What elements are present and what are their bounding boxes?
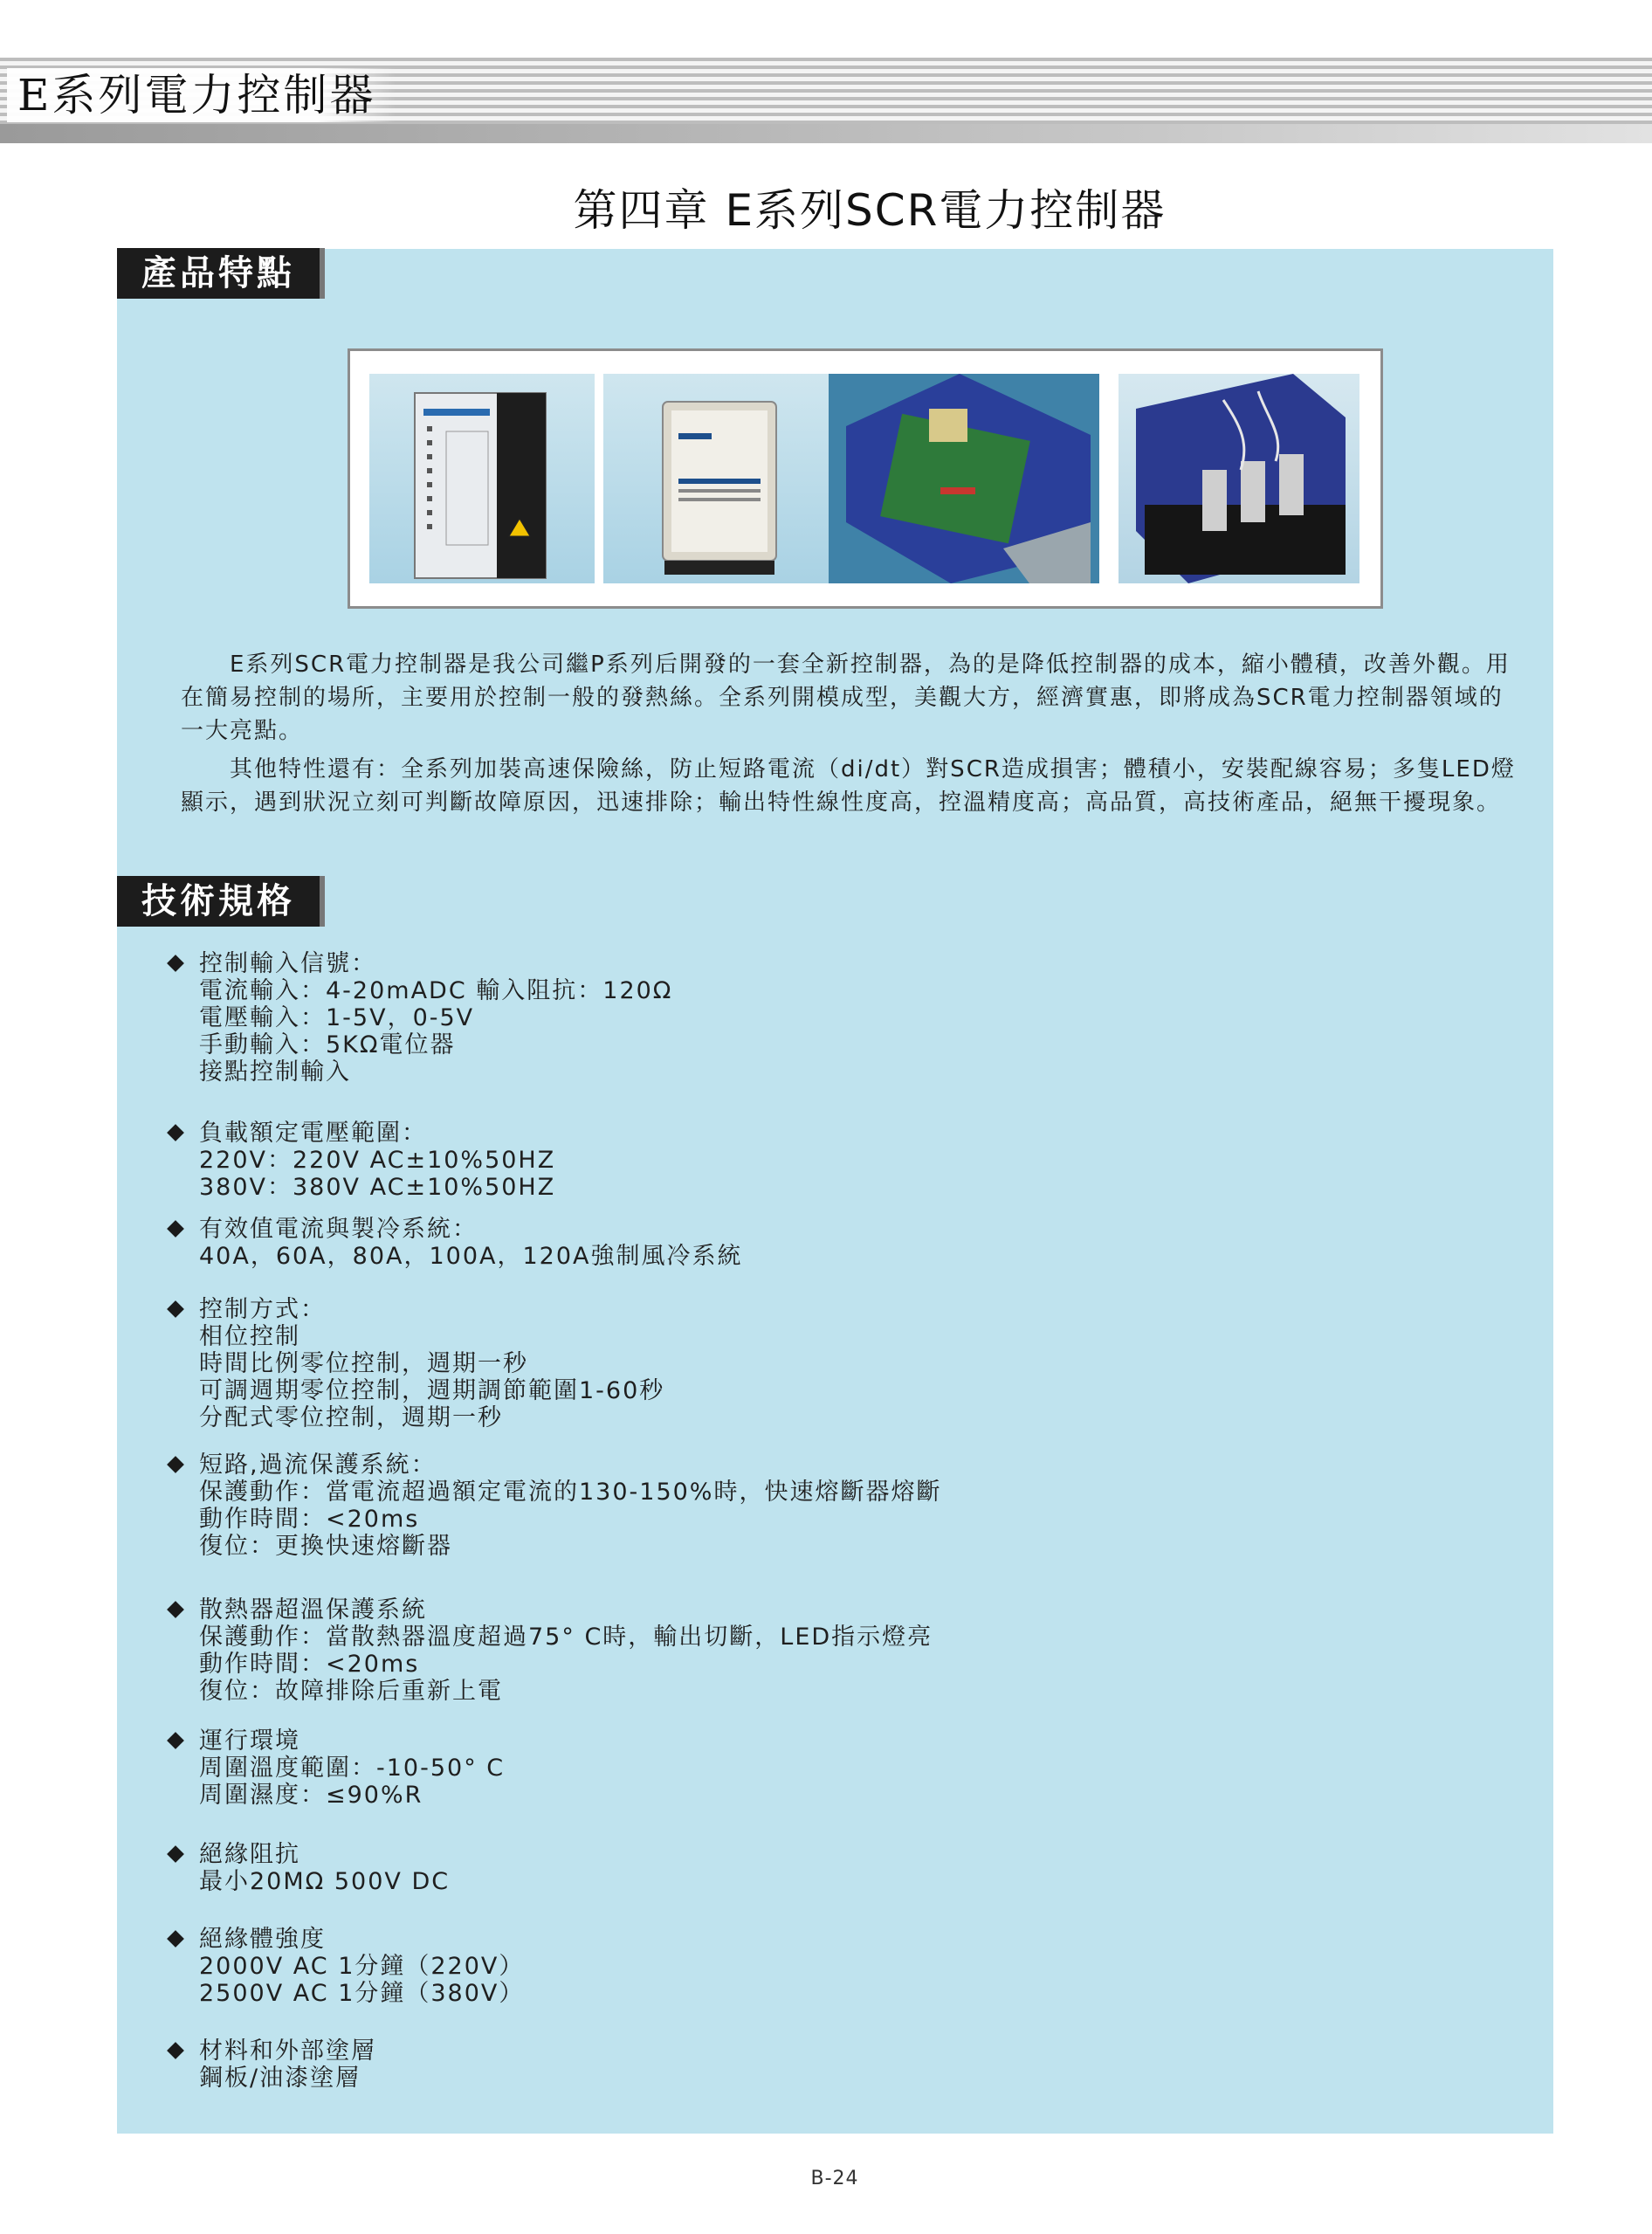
diamond-bullet-icon	[167, 1456, 184, 1473]
spec-title: 負載額定電壓範圍：	[166, 1120, 555, 1147]
spec-line: 保護動作：當散熱器溫度超過75° C時，輸出切斷，LED指示燈亮	[199, 1624, 933, 1651]
spec-group	[166, 1926, 524, 2007]
spec-group	[166, 1120, 555, 1201]
spec-line: 電流輸入：4-20mADC 輸入阻抗：120Ω	[199, 977, 673, 1004]
spec-title: 控制方式：	[166, 1296, 664, 1323]
section-tab-specs: 技術規格	[117, 876, 320, 927]
spec-line: 周圍溫度範圍：-10-50° C	[199, 1755, 506, 1782]
spec-line: 電壓輸入：1-5V，0-5V	[199, 1004, 475, 1031]
diamond-bullet-icon	[167, 955, 184, 972]
spec-title: 運行環境	[166, 1727, 505, 1755]
diamond-bullet-icon	[167, 1220, 184, 1238]
spec-line: 接點控制輸入	[199, 1058, 351, 1086]
spec-group	[166, 1296, 664, 1431]
spec-title: 有效值電流與製冷系統：	[166, 1216, 743, 1243]
spec-line: 復位：故障排除后重新上電	[199, 1678, 503, 1705]
spec-line: 2000V AC 1分鐘（220V）	[199, 1953, 525, 1980]
product-photo-2	[603, 374, 829, 583]
spec-line: 分配式零位控制，週期一秒	[199, 1404, 503, 1431]
diamond-bullet-icon	[167, 2042, 184, 2059]
spec-line: 鋼板/油漆塗層	[199, 2065, 361, 2092]
spec-line: 2500V AC 1分鐘（380V）	[199, 1980, 525, 2007]
spec-title: 散熱器超溫保護系統	[166, 1596, 933, 1624]
diamond-bullet-icon	[167, 1732, 184, 1749]
diamond-bullet-icon	[167, 1601, 184, 1618]
spec-line: 周圍濕度：≤90%R	[199, 1782, 423, 1809]
spec-group	[166, 2037, 376, 2092]
product-photo-3	[829, 374, 1099, 583]
features-paragraph-2: 其他特性還有：全系列加裝高速保險絲，防止短路電流（di/dt）對SCR造成損害；體積小，安裝配線容易；多隻LED燈顯示，遇到狀況立刻可判斷故障原因，迅速排除；輸出特性線性度高，控溫精度高；高品質，高技術產品，絕無干擾現象。	[181, 756, 1516, 816]
features-paragraph-1: E系列SCR電力控制器是我公司繼P系列后開發的一套全新控制器，為的是降低控制器的成本，縮小體積，改善外觀。用在簡易控制的場所，主要用於控制一般的發熱絲。全系列開模成型，美觀大方，經濟實惠，即將成為SCR電力控制器領域的一大亮點。	[181, 652, 1511, 744]
spec-title: 材料和外部塗層	[166, 2037, 376, 2065]
spec-group	[166, 1216, 743, 1270]
chapter-title: 第四章 E系列SCR電力控制器	[573, 185, 1167, 236]
spec-line: 動作時間：<20ms	[199, 1651, 420, 1678]
spec-group	[166, 1596, 933, 1705]
spec-line: 40A，60A，80A，100A，120A強制風冷系統	[199, 1243, 743, 1270]
page-number: B-24	[810, 2168, 859, 2189]
diamond-bullet-icon	[167, 1845, 184, 1863]
spec-group	[166, 1451, 941, 1560]
spec-line: 手動輸入：5KΩ電位器	[199, 1031, 456, 1058]
section-tab-features: 產品特點	[117, 248, 320, 299]
spec-title: 短路,過流保護系統：	[166, 1451, 941, 1479]
spec-line: 相位控制	[199, 1323, 300, 1350]
spec-line: 最小20MΩ 500V DC	[199, 1868, 451, 1895]
spec-group	[166, 1727, 505, 1809]
spec-line: 380V：380V AC±10%50HZ	[199, 1174, 556, 1201]
spec-line: 時間比例零位控制，週期一秒	[199, 1350, 528, 1377]
spec-line: 保護動作：當電流超過額定電流的130-150%時，快速熔斷器熔斷	[199, 1479, 942, 1506]
spec-title: 絕緣體強度	[166, 1926, 524, 1953]
product-photo-strip	[348, 348, 1383, 609]
spec-group	[166, 1841, 450, 1895]
spec-title: 絕緣阻抗	[166, 1841, 450, 1868]
spec-group	[166, 950, 672, 1086]
spec-line: 復位：更換快速熔斷器	[199, 1533, 452, 1560]
spec-line: 動作時間：<20ms	[199, 1506, 420, 1533]
series-title: E系列電力控制器	[7, 68, 396, 122]
spec-line: 220V：220V AC±10%50HZ	[199, 1147, 556, 1174]
spec-line: 可調週期零位控制，週期調節範圍1-60秒	[199, 1377, 665, 1404]
diamond-bullet-icon	[167, 1300, 184, 1318]
diamond-bullet-icon	[167, 1930, 184, 1948]
product-photo-4	[1119, 374, 1359, 583]
diamond-bullet-icon	[167, 1124, 184, 1141]
spec-title: 控制輸入信號：	[166, 950, 672, 977]
product-photo-1	[369, 374, 595, 583]
